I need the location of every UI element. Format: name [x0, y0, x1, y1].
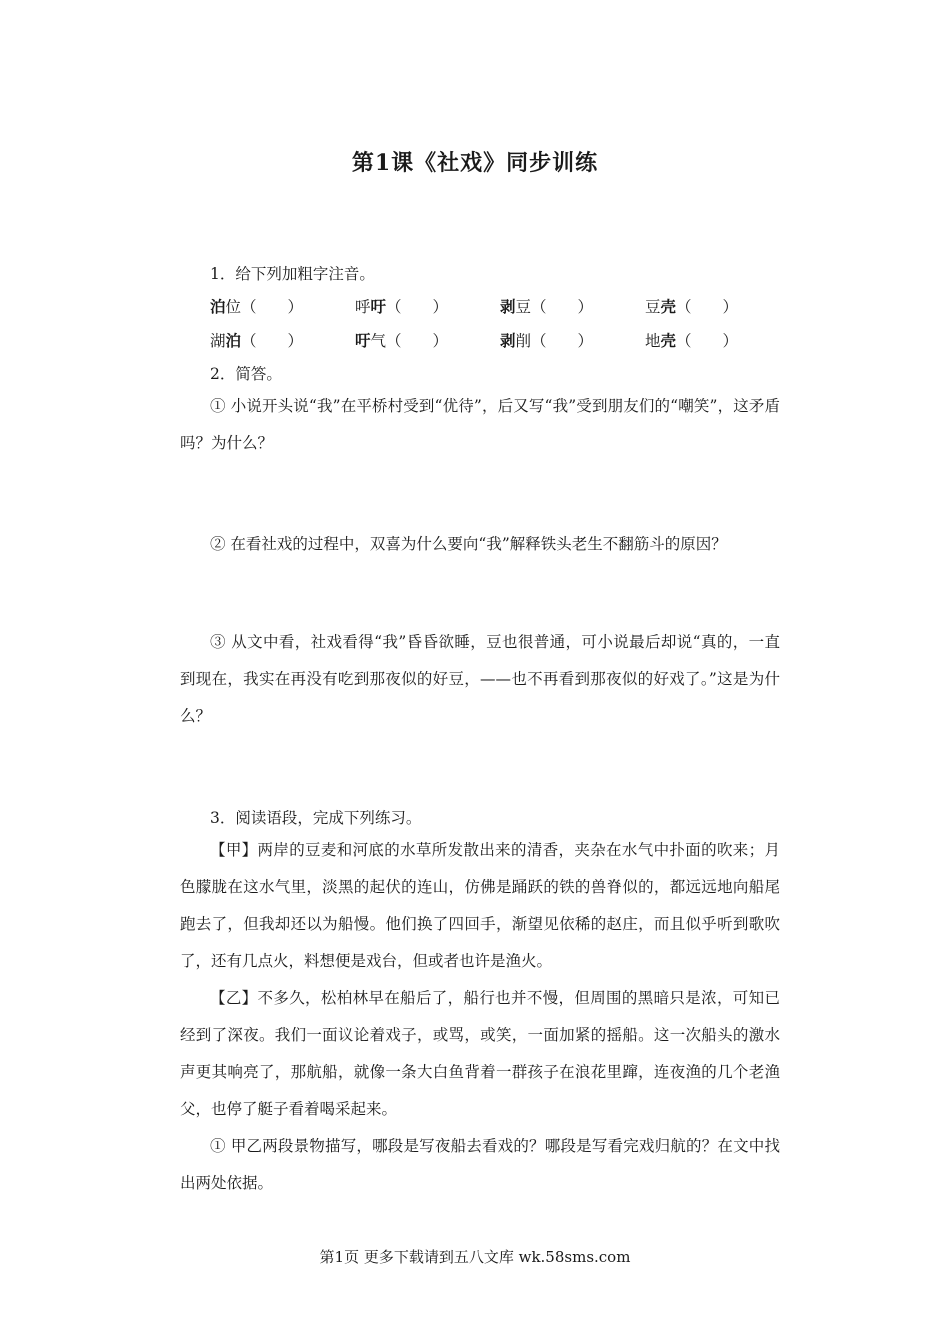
question-2-sub-2-text: ② 在看社戏的过程中，双喜为什么要向“我”解释铁头老生不翻筋斗的原因？	[210, 535, 727, 553]
passage-jia: 【甲】两岸的豆麦和河底的水草所发散出来的清香，夹杂在水气中扑面的吹来；月色朦胧在这水气里，淡黑的起伏的连山，仿佛是踊跃的铁的兽脊似的，都远远地向船尾跑去了，但我却还以为船慢。他们换了四回手，渐望见依稀的赵庄，而且似乎听到歌吹了，还有几点火，料想便是戏台，但或者也许是渔火。	[180, 841, 780, 970]
question-3-heading-block	[180, 808, 780, 828]
pinyin-item: 剥削（ ）	[500, 331, 594, 350]
passage-yi: 【乙】不多久，松柏林早在船后了，船行也并不慢，但周围的黑暗只是浓，可知已经到了深夜。我们一面议论着戏子，或骂，或笑，一面加紧的摇船。这一次船头的激水声更其响亮了，那航船，就像一条大白鱼背着一群孩子在浪花里蹿，连夜渔的几个老渔父，也停了艇子看着喝采起来。	[180, 989, 780, 1118]
pinyin-grid	[210, 290, 790, 358]
question-1-heading: 1．给下列加粗字注音。	[210, 265, 375, 283]
pinyin-item: 剥豆（ ）	[500, 297, 594, 316]
pinyin-row	[210, 290, 790, 324]
question-3-sub-1-text: ① 甲乙两段景物描写，哪段是写夜船去看戏的？哪段是写看完戏归航的？在文中找出两处依据。	[180, 1137, 780, 1192]
question-1-heading-block	[180, 264, 780, 284]
question-2-sub-1	[180, 388, 780, 462]
reading-passage	[180, 832, 780, 1202]
page-footer: 第1页 更多下载请到五八文库 wk.58sms.com	[319, 1248, 631, 1266]
pinyin-item: 泊位（ ）	[210, 297, 304, 316]
page-title: 第1课《社戏》同步训练	[351, 150, 599, 176]
question-2-sub-2	[180, 526, 780, 563]
question-2-sub-3	[180, 624, 780, 735]
question-2-sub-1-text: ① 小说开头说“我”在平桥村受到“优待”，后又写“我”受到朋友们的“嘲笑”，这矛盾吗？为什么？	[180, 397, 780, 452]
question-3-heading: 3．阅读语段，完成下列练习。	[210, 809, 422, 827]
question-2-heading-block	[180, 364, 780, 384]
pinyin-item: 湖泊（ ）	[210, 331, 304, 350]
pinyin-row	[210, 324, 790, 358]
question-2-sub-3-text: ③ 从文中看，社戏看得“我”昏昏欲睡，豆也很普通，可小说最后却说“真的，一直到现在，我实在再没有吃到那夜似的好豆，——也不再看到那夜似的好戏了。”这是为什么？	[180, 633, 780, 725]
question-2-heading: 2．简答。	[210, 365, 282, 383]
pinyin-item: 地壳（ ）	[645, 331, 739, 350]
pinyin-item: 吁气（ ）	[355, 331, 449, 350]
pinyin-item: 豆壳（ ）	[645, 297, 739, 316]
pinyin-item: 呼吁（ ）	[355, 297, 449, 316]
